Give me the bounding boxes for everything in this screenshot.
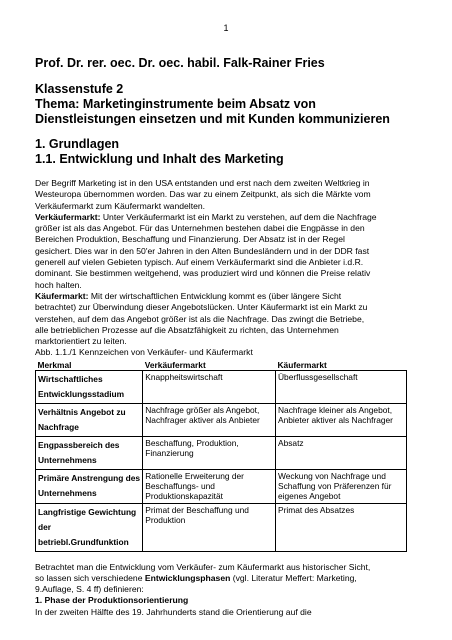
text-line: betrachtet) zur Überwindung dieser Angebotslücken. Unter Käufermarkt ist ein Markt zu xyxy=(35,302,368,313)
row-label-cell: Wirtschaftliches Entwicklungsstadium xyxy=(36,370,143,403)
section-heading-line: 1. Grundlagen xyxy=(35,137,120,151)
class-topic-heading xyxy=(35,82,420,127)
text-line: alle betrieblichen Prozesse auf die Absatzfähigkeit zu richten, das Unternehmen xyxy=(35,324,339,335)
closing-paragraph xyxy=(35,562,420,618)
phase-heading xyxy=(35,595,420,606)
heading-line: Klassenstufe 2 xyxy=(35,82,124,96)
text-line: hoch halten. xyxy=(35,279,82,290)
text-line: gesichert. Dies war in den 50'er Jahren in den Alten Bundesländern und in der DDR fast xyxy=(35,245,370,256)
buyer-market-label: Käufermarkt: xyxy=(35,290,89,301)
table-row xyxy=(36,436,407,469)
text-line: Verkäufermarkt zum Käufermarkt wandelten. xyxy=(35,200,206,211)
text-line: 9.Auflage, S. 4 ff) definieren: xyxy=(35,584,144,595)
spacer xyxy=(35,552,420,562)
text-line: Der Begriff Marketing ist in den USA entstanden und erst nach dem zweiten Weltkrieg in xyxy=(35,178,370,188)
section-heading xyxy=(35,137,420,167)
text-line: Betrachtet man die Entwicklung vom Verkäufer- zum Käufermarkt aus historischer Sicht, xyxy=(35,561,371,572)
text-line: Bereichen Produktion, Beschaffung und Finanzierung. Der Absatz ist in der Regel xyxy=(35,234,345,245)
seller-cell: Knappheitswirtschaft xyxy=(143,370,276,403)
buyer-cell: Weckung von Nachfrage und Schaffung von Präferenzen für eigenes Angebot xyxy=(276,469,407,503)
seller-market-label: Verkäufermarkt: xyxy=(35,211,101,222)
closing-line2-post: (vgl. Literatur Meffert: Marketing, xyxy=(230,572,357,583)
row-label-cell: Verhältnis Angebot zu Nachfrage xyxy=(36,403,143,436)
table-row xyxy=(36,469,407,503)
buyer-cell: Absatz xyxy=(276,436,407,469)
table-row xyxy=(36,403,407,436)
section-heading-line: 1.1. Entwicklung und Inhalt des Marketing xyxy=(35,152,284,166)
text-line: verstehen, auf dem das Angebot größer ist als die Nachfrage. Das zwingt die Betriebe, xyxy=(35,313,365,324)
row-label-cell: Primäre Anstrengung des Unternehmens xyxy=(36,469,143,503)
text-line: größer ist als das Angebot. Für das Unternehmen bestehen dabei die Engpässe in den xyxy=(35,223,365,234)
row-label-cell: Langfristige Gewichtung der betriebl.Grundfunktion xyxy=(36,503,143,551)
seller-cell: Beschaffung, Produktion, Finanzierung xyxy=(143,436,276,469)
header-cell: Käufermarkt xyxy=(276,359,407,371)
table-row xyxy=(36,503,407,551)
heading-line: Dienstleistungen einsetzen und mit Kunden kommunizieren xyxy=(35,112,390,126)
text-line: marktorientiert zu leiten. xyxy=(35,336,127,347)
seller-market-first-line: Unter Verkäufermarkt ist ein Markt zu verstehen, auf dem die Nachfrage xyxy=(100,211,377,222)
header-cell: Merkmal xyxy=(36,359,143,371)
buyer-cell: Überflussgesellschaft xyxy=(276,370,407,403)
page-number: 1 xyxy=(223,23,229,33)
text-line: In der zweiten Hälfte des 19. Jahrhunderts stand die Orientierung auf die xyxy=(35,606,312,617)
intro-paragraph xyxy=(35,178,420,212)
seller-cell: Nachfrage größer als Angebot, Nachfrager aktiver als Anbieter xyxy=(143,403,276,436)
phases-term: Entwicklungsphasen xyxy=(144,572,231,583)
table-header-row xyxy=(36,359,407,371)
text-line xyxy=(35,291,420,302)
table-caption: Abb. 1.1./1 Kennzeichen von Verkäufer- und Käufermarkt xyxy=(35,347,253,358)
heading-line: Thema: Marketinginstrumente beim Absatz von xyxy=(35,97,316,111)
document-body xyxy=(35,56,420,618)
buyer-cell: Primat des Absatzes xyxy=(276,503,407,551)
phase-heading-text: 1. Phase der Produktionsorientierung xyxy=(35,595,189,606)
row-label-cell: Engpassbereich des Unternehmens xyxy=(36,436,143,469)
author-heading: Prof. Dr. rer. oec. Dr. oec. habil. Falk-Rainer Fries xyxy=(35,56,325,70)
buyer-market-paragraph xyxy=(35,291,420,347)
header-cell: Verkäufermarkt xyxy=(143,359,276,371)
seller-cell: Primat der Beschaffung und Produktion xyxy=(143,503,276,551)
text-line xyxy=(35,573,420,584)
table-row xyxy=(36,370,407,403)
seller-market-paragraph xyxy=(35,212,420,291)
buyer-market-first-line: Mit der wirtschaftlichen Entwicklung kommt es (über längere Sicht xyxy=(88,290,342,301)
seller-cell: Rationelle Erweiterung der Beschaffungs- und Produktionskapazität xyxy=(143,469,276,503)
text-line: Westeuropa übernommen worden. Das war zu einem Zeitpunkt, als sich die Märkte vom xyxy=(35,189,371,200)
text-line xyxy=(35,212,420,223)
closing-line2-pre: so lassen sich verschiedene xyxy=(35,572,145,583)
market-comparison-table xyxy=(35,359,407,552)
text-line: dominant. Sie bestimmen weitgehend, was produziert wird und können die Preise relativ xyxy=(35,268,371,279)
text-line: generell auf vielen Gebieten typisch. Auf einem Verkäufermarkt sind die Anbieter i.d.R. xyxy=(35,257,364,268)
buyer-cell: Nachfrage kleiner als Angebot, Anbieter aktiver als Nachfrager xyxy=(276,403,407,436)
